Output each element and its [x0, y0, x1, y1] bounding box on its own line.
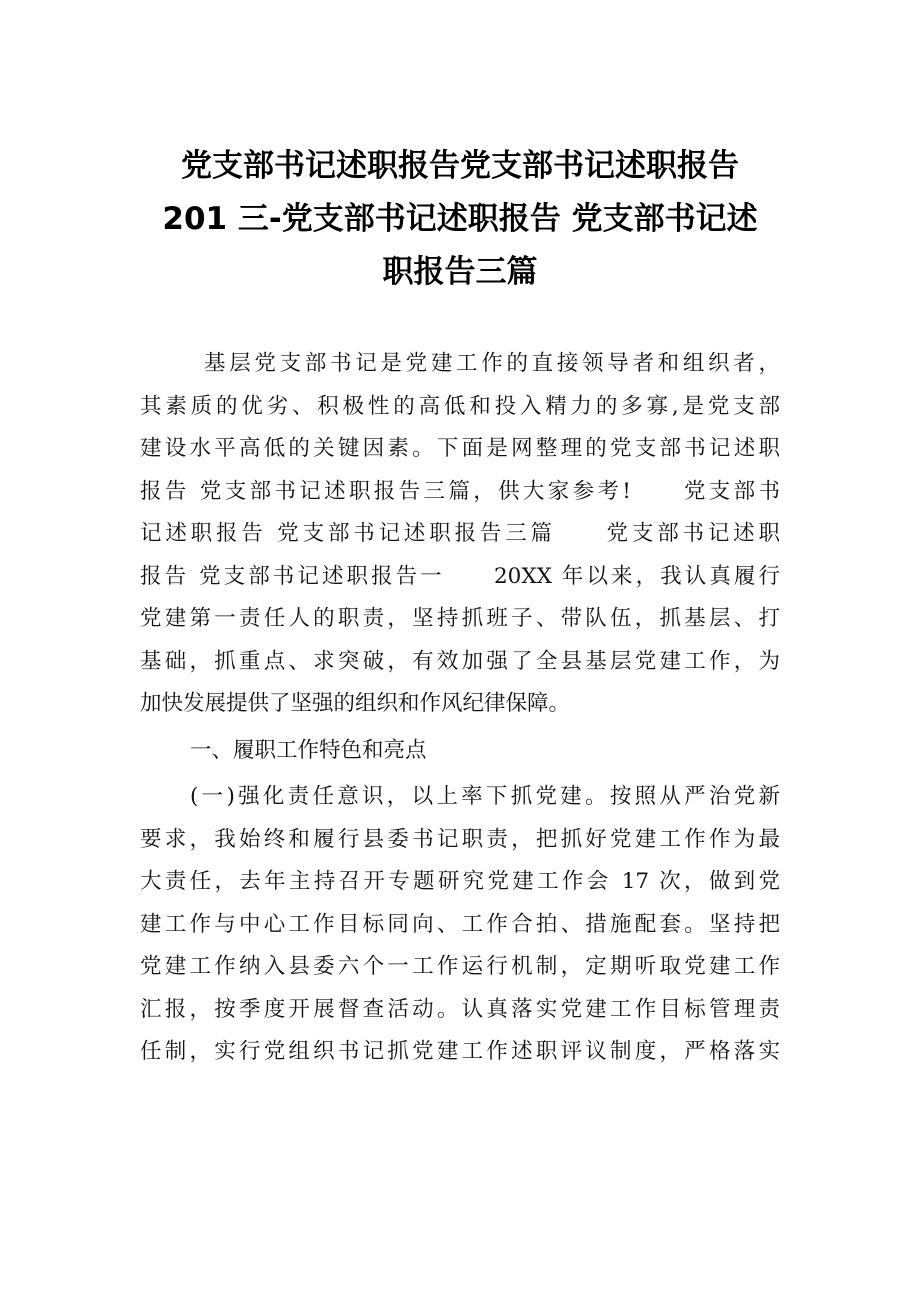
paragraph-line: 党建工作纳入县委六个一工作运行机制，定期听取党建工作: [140, 954, 780, 979]
paragraph-line: 任制，实行党组织书记抓党建工作述职评议制度，严格落实: [140, 1039, 780, 1064]
document-title: [110, 140, 810, 299]
paragraph-intro: [140, 343, 780, 726]
paragraph-line: 其素质的优劣、积极性的高低和投入精力的多寡,是党支部: [140, 393, 780, 419]
paragraph-line: (一)强化责任意识，以上率下抓党建。按照从严治党新: [190, 784, 780, 809]
section-heading: 一、履职工作特色和亮点: [190, 737, 427, 763]
paragraph-line: 报告 党支部书记述职报告一 20XX 年以来，我认真履行: [140, 563, 780, 589]
document-body: [140, 343, 780, 1074]
paragraph-line: 党建第一责任人的职责，坚持抓班子、带队伍，抓基层、打: [140, 606, 780, 631]
paragraph-line: 记述职报告 党支部书记述职报告三篇 党支部书记述职: [140, 521, 780, 546]
paragraph-line: 报告 党支部书记述职报告三篇，供大家参考! 党支部书: [140, 478, 780, 504]
title-line-1: 党支部书记述职报告党支部书记述职报告: [181, 148, 739, 184]
paragraph-line: 要求，我始终和履行县委书记职责，把抓好党建工作作为最: [140, 826, 780, 852]
paragraph-line: 汇报，按季度开展督查活动。认真落实党建工作目标管理责: [140, 996, 780, 1022]
title-line-3: 职报告三篇: [382, 254, 538, 290]
paragraph-line: 基层党支部书记是党建工作的直接领导者和组织者，: [204, 351, 780, 376]
paragraph-line: 建工作与中心工作目标同向、工作合拍、措施配套。坚持把: [140, 911, 780, 937]
paragraph-line: 加快发展提供了坚强的组织和作风纪律保障。: [140, 691, 571, 716]
paragraph-line: 大责任，去年主持召开专题研究党建工作会 17 次，做到党: [140, 869, 780, 894]
paragraph-line: 建设水平高低的关键因素。下面是网整理的党支部书记述职: [140, 436, 780, 461]
title-line-2: 201 三-党支部书记述职报告 党支部书记述: [162, 201, 758, 237]
paragraph-line: 基础，抓重点、求突破，有效加强了全县基层党建工作，为: [140, 648, 780, 674]
paragraph-section-1: [140, 776, 780, 1074]
